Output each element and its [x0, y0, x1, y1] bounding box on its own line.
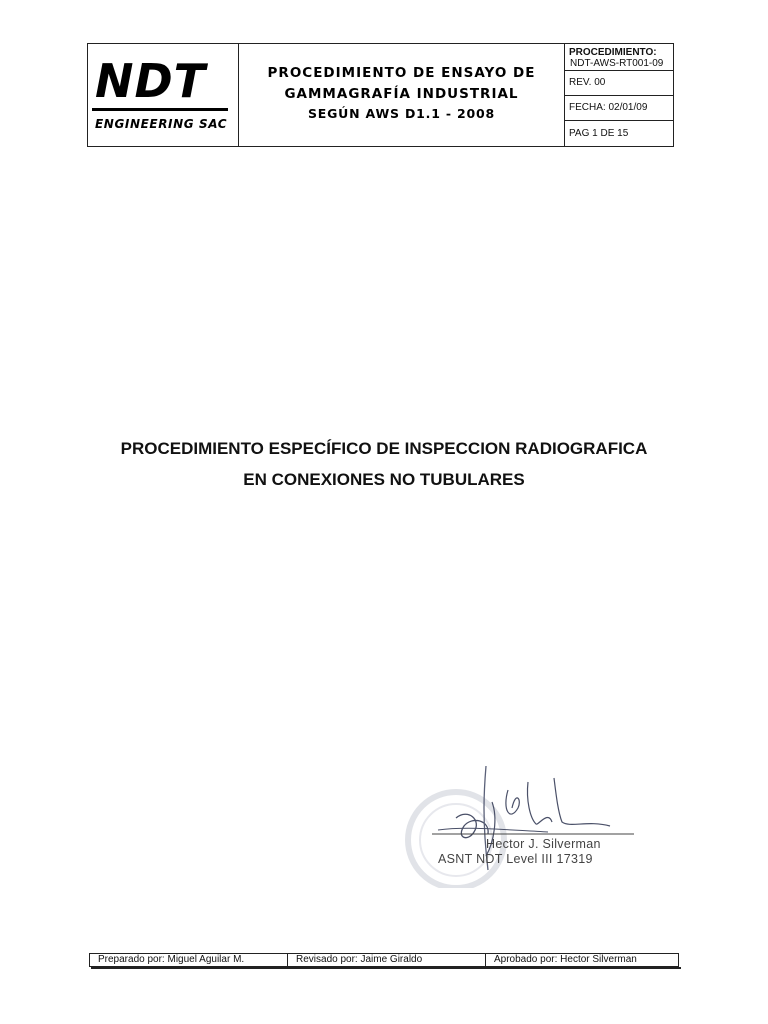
- signature-block: [398, 760, 650, 888]
- approved-by: Aprobado por: Hector Silverman: [494, 954, 637, 965]
- logo-mark: NDT: [95, 54, 207, 108]
- document-title: [0, 433, 768, 495]
- company-logo: [88, 44, 239, 146]
- procedure-value: NDT-AWS-RT001-09: [570, 58, 664, 69]
- prepared-by: Preparado por: Miguel Aguilar M.: [90, 954, 288, 966]
- page-number: PAG 1 DE 15: [569, 128, 629, 139]
- procedure-label: PROCEDIMIENTO:: [569, 47, 657, 58]
- date: FECHA: 02/01/09: [565, 96, 673, 121]
- logo-subtitle: ENGINEERING SAC: [95, 117, 228, 131]
- header-title-line1: PROCEDIMIENTO DE ENSAYO DE: [267, 65, 536, 81]
- signer-credential: ASNT NDT Level III 17319: [438, 852, 593, 866]
- document-metadata: [565, 44, 673, 146]
- logo-underline: [92, 108, 228, 111]
- document-title-line2: EN CONEXIONES NO TUBULARES: [243, 470, 525, 489]
- reviewed-by: Revisado por: Jaime Giraldo: [288, 954, 486, 966]
- header-title-line3: SEGÚN AWS D1.1 - 2008: [307, 106, 496, 121]
- header-title: [239, 44, 565, 146]
- footer-shadow: [91, 967, 681, 969]
- procedure-code: [565, 44, 673, 71]
- approval-footer: [89, 953, 679, 967]
- signer-name: Hector J. Silverman: [486, 837, 601, 851]
- document-title-line1: PROCEDIMIENTO ESPECÍFICO DE INSPECCION RADIOGRAFICA: [120, 439, 648, 458]
- header-table: [87, 43, 674, 147]
- signature-stamp: [398, 760, 650, 888]
- header-title-line2: GAMMAGRAFÍA INDUSTRIAL: [284, 86, 519, 102]
- revision: REV. 00: [565, 71, 673, 96]
